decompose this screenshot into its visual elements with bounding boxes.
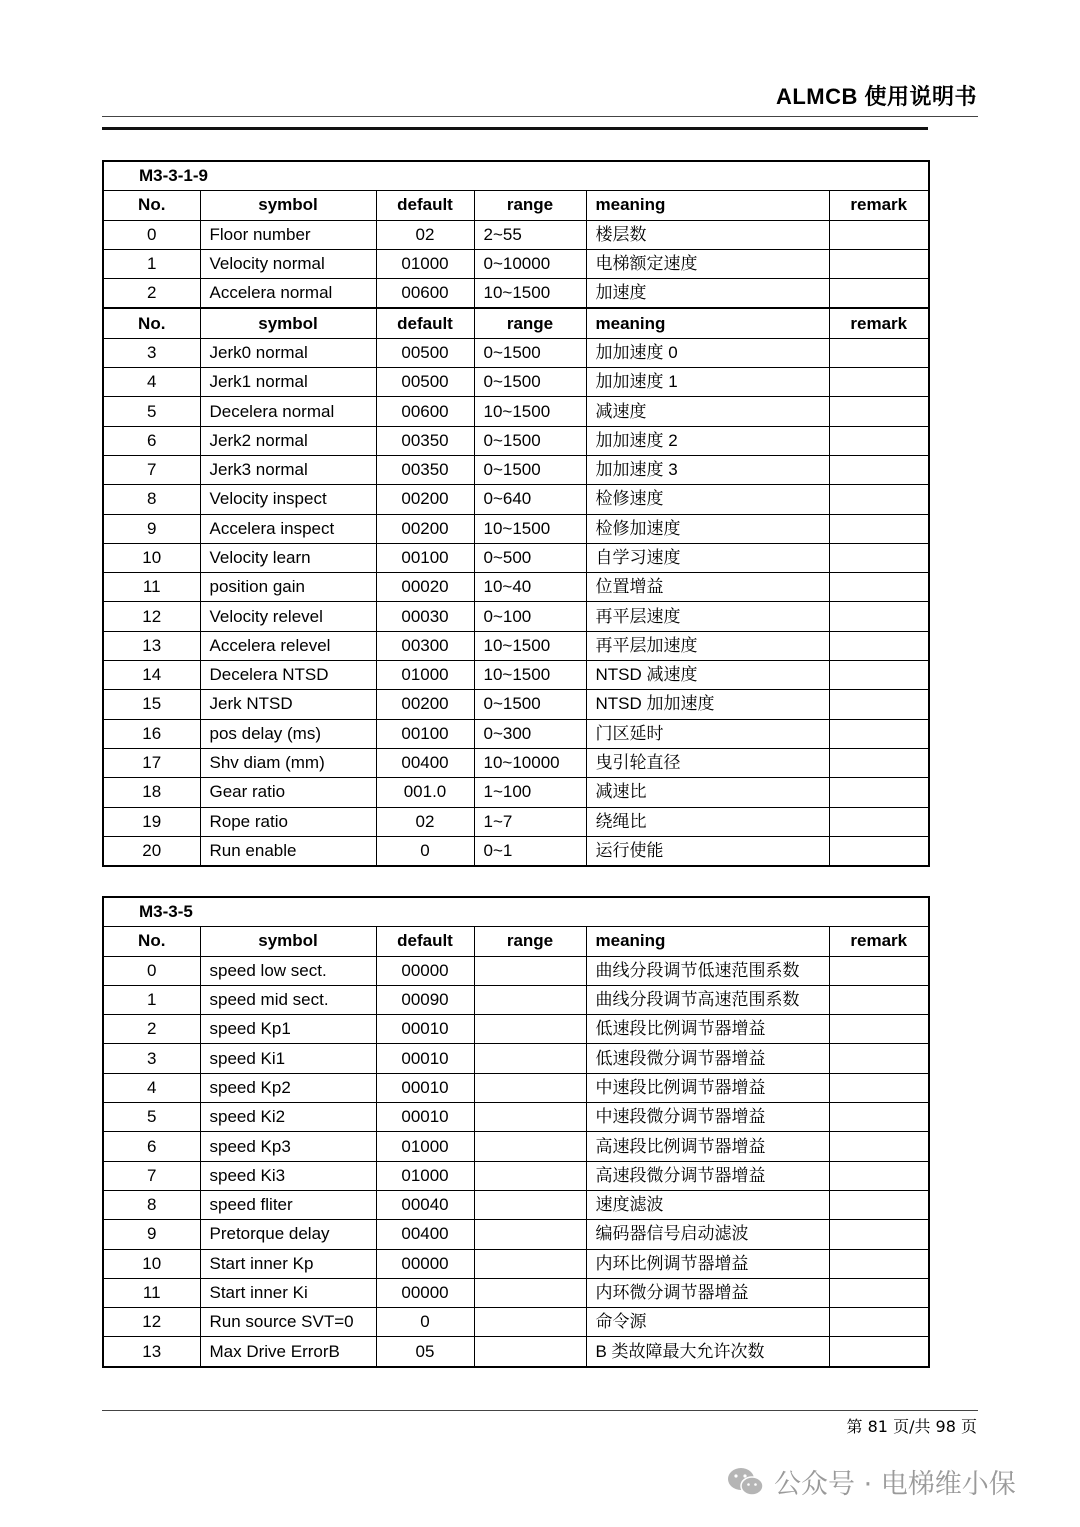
table-header-row [103,308,929,338]
parameter-table-m3-3-5 [102,896,930,1368]
cell-default: 01000 [376,661,474,690]
cell-symbol: Gear ratio [200,778,376,807]
cell-range [474,1015,586,1044]
cell-no: 20 [103,836,200,866]
cell-range [474,985,586,1014]
cell-range: 10~1500 [474,514,586,543]
watermark [726,1462,1016,1501]
table-row [103,455,929,484]
cell-range [474,1190,586,1219]
cell-default: 00010 [376,1073,474,1102]
cell-no: 1 [103,249,200,278]
table-header-row [103,927,929,956]
cell-symbol: Velocity inspect [200,485,376,514]
table-row [103,1015,929,1044]
column-header-remark: remark [829,308,929,338]
cell-meaning: 楼层数 [586,220,829,249]
table-caption: M3-3-5 [103,897,929,927]
cell-symbol: Accelera relevel [200,631,376,660]
table-row [103,1249,929,1278]
header-thick-rule [102,127,928,130]
cell-meaning: 内环微分调节器增益 [586,1278,829,1307]
table-row [103,956,929,985]
cell-range [474,1337,586,1367]
cell-range: 0~1500 [474,455,586,484]
cell-default: 00020 [376,573,474,602]
cell-default: 00350 [376,426,474,455]
column-header-no: No. [103,191,200,220]
cell-no: 9 [103,1220,200,1249]
cell-meaning: NTSD 加加速度 [586,690,829,719]
cell-default: 00200 [376,690,474,719]
column-header-default: default [376,191,474,220]
cell-symbol: Jerk1 normal [200,368,376,397]
cell-meaning: 中速段微分调节器增益 [586,1103,829,1132]
column-header-default: default [376,927,474,956]
table-row [103,1073,929,1102]
cell-range: 10~1500 [474,661,586,690]
cell-default: 001.0 [376,778,474,807]
cell-meaning: 检修加速度 [586,514,829,543]
cell-range [474,1308,586,1337]
table-row [103,1044,929,1073]
cell-meaning: NTSD 减速度 [586,661,829,690]
column-header-default: default [376,308,474,338]
cell-symbol: Accelera normal [200,279,376,309]
cell-range: 0~1500 [474,338,586,367]
wechat-icon [726,1465,766,1499]
cell-symbol: speed low sect. [200,956,376,985]
cell-remark [829,1015,929,1044]
cell-remark [829,1132,929,1161]
cell-symbol: Jerk3 normal [200,455,376,484]
cell-remark [829,807,929,836]
cell-symbol: Velocity relevel [200,602,376,631]
cell-meaning: 曲线分段调节低速范围系数 [586,956,829,985]
cell-no: 5 [103,1103,200,1132]
cell-default: 00200 [376,514,474,543]
cell-meaning: 高速段微分调节器增益 [586,1161,829,1190]
cell-remark [829,1308,929,1337]
cell-remark [829,485,929,514]
cell-no: 12 [103,602,200,631]
column-header-symbol: symbol [200,927,376,956]
cell-symbol: Start inner Kp [200,1249,376,1278]
cell-remark [829,368,929,397]
cell-no: 0 [103,220,200,249]
cell-no: 13 [103,1337,200,1367]
cell-range: 0~1500 [474,426,586,455]
cell-remark [829,1103,929,1132]
column-header-range: range [474,927,586,956]
cell-remark [829,1337,929,1367]
cell-default: 00100 [376,543,474,572]
table-row [103,249,929,278]
column-header-meaning: meaning [586,191,829,220]
cell-range [474,1103,586,1132]
watermark-text: 公众号 · 电梯维小保 [774,1469,1016,1500]
column-header-range: range [474,191,586,220]
table-row [103,514,929,543]
table-row [103,602,929,631]
cell-default: 00200 [376,485,474,514]
cell-default: 00010 [376,1044,474,1073]
table-row [103,778,929,807]
column-header-meaning: meaning [586,308,829,338]
cell-no: 12 [103,1308,200,1337]
cell-range [474,1278,586,1307]
cell-no: 8 [103,1190,200,1219]
document-title: ALMCB 使用说明书 [775,84,977,109]
cell-default: 00000 [376,1278,474,1307]
footer-rule [102,1410,978,1411]
cell-range: 10~40 [474,573,586,602]
cell-symbol: Run enable [200,836,376,866]
table-row [103,836,929,866]
cell-default: 02 [376,807,474,836]
cell-no: 14 [103,661,200,690]
cell-default: 00100 [376,719,474,748]
cell-range: 10~1500 [474,631,586,660]
cell-no: 7 [103,455,200,484]
cell-range: 1~100 [474,778,586,807]
cell-range [474,956,586,985]
cell-range: 0~300 [474,719,586,748]
cell-remark [829,514,929,543]
cell-symbol: Jerk0 normal [200,338,376,367]
cell-remark [829,1220,929,1249]
cell-remark [829,1249,929,1278]
cell-no: 3 [103,1044,200,1073]
table-row [103,807,929,836]
cell-no: 18 [103,778,200,807]
cell-default: 00500 [376,368,474,397]
cell-no: 13 [103,631,200,660]
column-header-remark: remark [829,191,929,220]
cell-remark [829,1073,929,1102]
cell-remark [829,602,929,631]
cell-remark [829,249,929,278]
cell-remark [829,631,929,660]
table-row [103,1220,929,1249]
cell-meaning: 门区延时 [586,719,829,748]
cell-default: 00000 [376,956,474,985]
cell-default: 05 [376,1337,474,1367]
cell-remark [829,1190,929,1219]
cell-range [474,1220,586,1249]
cell-remark [829,690,929,719]
column-header-symbol: symbol [200,308,376,338]
cell-symbol: speed fliter [200,1190,376,1219]
table-row [103,690,929,719]
cell-symbol: speed Ki3 [200,1161,376,1190]
cell-range [474,1044,586,1073]
table-row [103,1132,929,1161]
column-header-no: No. [103,927,200,956]
cell-symbol: Decelera NTSD [200,661,376,690]
cell-meaning: 中速段比例调节器增益 [586,1073,829,1102]
cell-default: 00500 [376,338,474,367]
cell-remark [829,748,929,777]
cell-range: 2~55 [474,220,586,249]
table-row [103,426,929,455]
cell-remark [829,426,929,455]
cell-no: 10 [103,543,200,572]
cell-default: 00000 [376,1249,474,1278]
table-row [103,338,929,367]
cell-default: 00350 [376,455,474,484]
cell-meaning: 自学习速度 [586,543,829,572]
cell-no: 3 [103,338,200,367]
cell-no: 6 [103,426,200,455]
table-row [103,397,929,426]
cell-symbol: Shv diam (mm) [200,748,376,777]
cell-default: 00010 [376,1103,474,1132]
cell-range: 0~1 [474,836,586,866]
cell-meaning: 编码器信号启动滤波 [586,1220,829,1249]
table-row [103,661,929,690]
table-row [103,1161,929,1190]
cell-no: 15 [103,690,200,719]
table-row [103,543,929,572]
cell-meaning: B 类故障最大允许次数 [586,1337,829,1367]
table-row [103,1308,929,1337]
column-header-meaning: meaning [586,927,829,956]
cell-meaning: 加加速度 3 [586,455,829,484]
table-row [103,368,929,397]
cell-range [474,1249,586,1278]
cell-symbol: Decelera normal [200,397,376,426]
cell-symbol: speed Kp3 [200,1132,376,1161]
cell-symbol: speed mid sect. [200,985,376,1014]
cell-meaning: 检修速度 [586,485,829,514]
table-row [103,1190,929,1219]
cell-no: 19 [103,807,200,836]
column-header-no: No. [103,308,200,338]
cell-no: 11 [103,1278,200,1307]
table-row [103,485,929,514]
cell-meaning: 低速段比例调节器增益 [586,1015,829,1044]
cell-symbol: speed Kp1 [200,1015,376,1044]
cell-meaning: 曳引轮直径 [586,748,829,777]
cell-meaning: 减速比 [586,778,829,807]
cell-remark [829,719,929,748]
table-row [103,985,929,1014]
cell-remark [829,455,929,484]
cell-range: 0~640 [474,485,586,514]
cell-range: 10~1500 [474,397,586,426]
cell-default: 01000 [376,249,474,278]
cell-symbol: speed Kp2 [200,1073,376,1102]
cell-default: 00400 [376,1220,474,1249]
table-row [103,1278,929,1307]
cell-remark [829,543,929,572]
cell-remark [829,778,929,807]
table-row [103,1103,929,1132]
parameter-table-m3-3-1-9 [102,160,930,867]
cell-range: 0~500 [474,543,586,572]
cell-meaning: 内环比例调节器增益 [586,1249,829,1278]
column-header-symbol: symbol [200,191,376,220]
table-row [103,573,929,602]
cell-default: 01000 [376,1132,474,1161]
cell-default: 00040 [376,1190,474,1219]
cell-no: 5 [103,397,200,426]
cell-meaning: 再平层加速度 [586,631,829,660]
cell-symbol: speed Ki1 [200,1044,376,1073]
cell-remark [829,1044,929,1073]
cell-no: 2 [103,279,200,309]
table-row [103,631,929,660]
cell-meaning: 减速度 [586,397,829,426]
cell-range: 10~1500 [474,279,586,309]
cell-no: 1 [103,985,200,1014]
cell-no: 2 [103,1015,200,1044]
cell-no: 8 [103,485,200,514]
cell-symbol: Jerk NTSD [200,690,376,719]
cell-symbol: Velocity normal [200,249,376,278]
cell-default: 02 [376,220,474,249]
cell-default: 00300 [376,631,474,660]
cell-symbol: Run source SVT=0 [200,1308,376,1337]
cell-meaning: 加速度 [586,279,829,309]
table-header-row [103,191,929,220]
cell-default: 00090 [376,985,474,1014]
cell-symbol: Max Drive ErrorB [200,1337,376,1367]
cell-remark [829,573,929,602]
cell-symbol: Rope ratio [200,807,376,836]
table-row [103,1337,929,1367]
cell-range [474,1161,586,1190]
cell-meaning: 低速段微分调节器增益 [586,1044,829,1073]
cell-default: 00600 [376,397,474,426]
cell-meaning: 高速段比例调节器增益 [586,1132,829,1161]
cell-range: 0~1500 [474,690,586,719]
cell-remark [829,1161,929,1190]
cell-default: 0 [376,1308,474,1337]
table-row [103,748,929,777]
cell-no: 4 [103,368,200,397]
cell-range [474,1073,586,1102]
cell-symbol: Jerk2 normal [200,426,376,455]
cell-range: 0~1500 [474,368,586,397]
header-thin-rule [102,116,978,117]
cell-default: 00400 [376,748,474,777]
cell-default: 00030 [376,602,474,631]
cell-meaning: 加加速度 0 [586,338,829,367]
table-row [103,279,929,309]
cell-symbol: Accelera inspect [200,514,376,543]
cell-default: 00010 [376,1015,474,1044]
cell-no: 16 [103,719,200,748]
cell-remark [829,956,929,985]
table-row [103,220,929,249]
cell-meaning: 加加速度 1 [586,368,829,397]
cell-meaning: 命令源 [586,1308,829,1337]
cell-meaning: 运行使能 [586,836,829,866]
cell-remark [829,220,929,249]
cell-no: 10 [103,1249,200,1278]
cell-meaning: 曲线分段调节高速范围系数 [586,985,829,1014]
cell-remark [829,836,929,866]
cell-default: 0 [376,836,474,866]
cell-meaning: 速度滤波 [586,1190,829,1219]
cell-range: 1~7 [474,807,586,836]
cell-symbol: Start inner Ki [200,1278,376,1307]
cell-symbol: pos delay (ms) [200,719,376,748]
cell-meaning: 加加速度 2 [586,426,829,455]
cell-meaning: 位置增益 [586,573,829,602]
cell-remark [829,985,929,1014]
page-number: 第 81 页/共 98 页 [846,1417,977,1436]
cell-range: 0~10000 [474,249,586,278]
cell-symbol: position gain [200,573,376,602]
table-caption: M3-3-1-9 [103,161,929,191]
cell-remark [829,338,929,367]
cell-symbol: Velocity learn [200,543,376,572]
cell-no: 9 [103,514,200,543]
cell-no: 0 [103,956,200,985]
cell-default: 00600 [376,279,474,309]
cell-symbol: Floor number [200,220,376,249]
cell-meaning: 电梯额定速度 [586,249,829,278]
cell-symbol: speed Ki2 [200,1103,376,1132]
cell-no: 17 [103,748,200,777]
cell-default: 01000 [376,1161,474,1190]
column-header-remark: remark [829,927,929,956]
cell-meaning: 再平层速度 [586,602,829,631]
cell-range [474,1132,586,1161]
table-row [103,719,929,748]
cell-remark [829,1278,929,1307]
cell-remark [829,397,929,426]
cell-meaning: 绕绳比 [586,807,829,836]
cell-remark [829,661,929,690]
column-header-range: range [474,308,586,338]
cell-no: 6 [103,1132,200,1161]
cell-range: 0~100 [474,602,586,631]
cell-no: 7 [103,1161,200,1190]
cell-no: 4 [103,1073,200,1102]
cell-remark [829,279,929,309]
cell-range: 10~10000 [474,748,586,777]
cell-symbol: Pretorque delay [200,1220,376,1249]
cell-no: 11 [103,573,200,602]
